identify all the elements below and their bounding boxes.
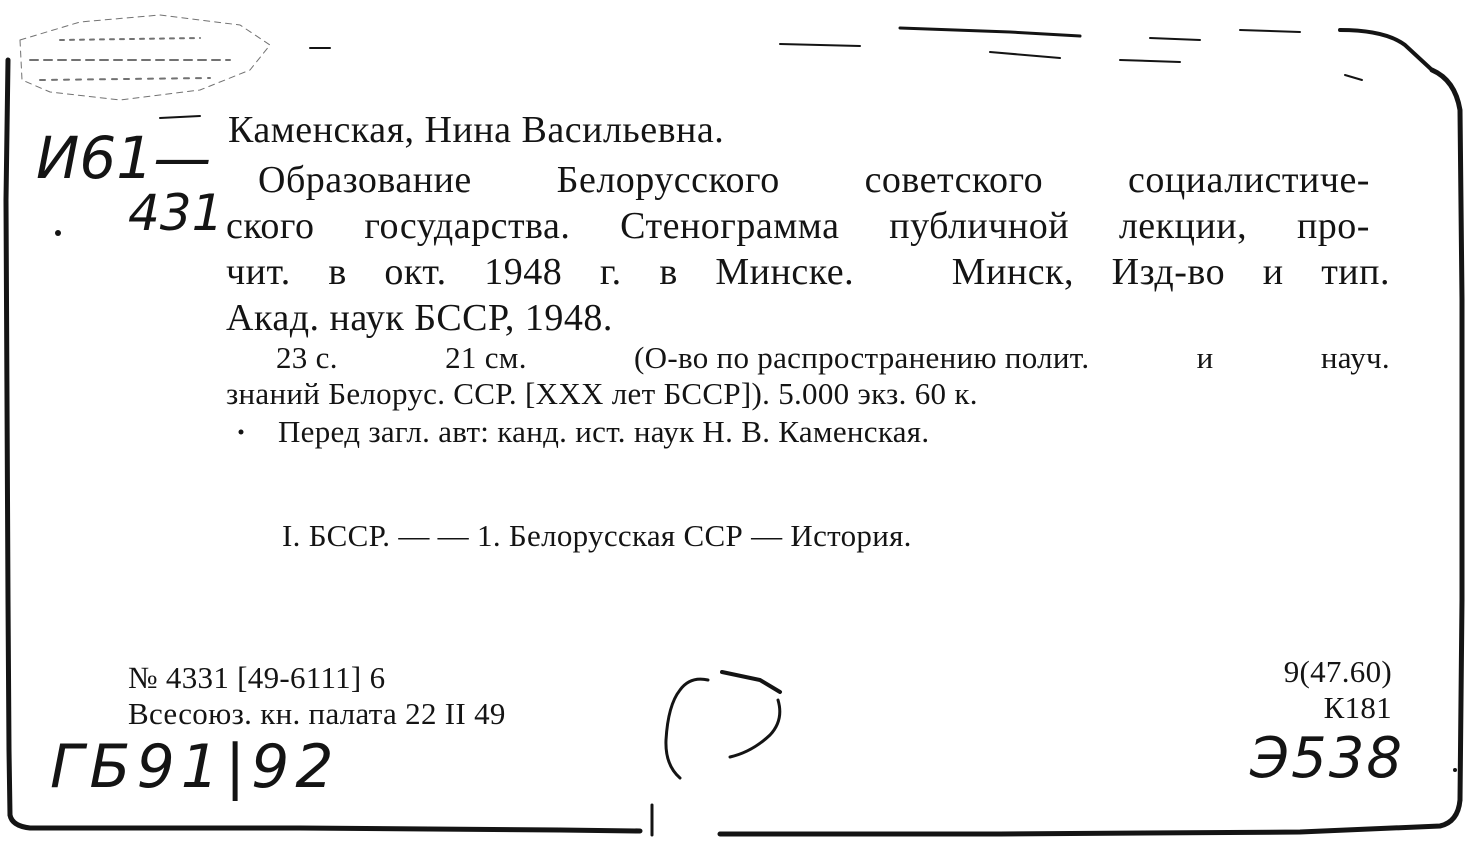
title-word: чит. (226, 251, 291, 293)
title-word: социалистиче- (1127, 159, 1370, 201)
title-word: Минск, (951, 251, 1075, 293)
title-line-3 (226, 250, 1390, 294)
collation-word: науч. (1320, 340, 1390, 375)
author-note: Перед загл. авт: канд. ист. наук Н. В. Каменская. (278, 414, 930, 449)
title-word: про- (1296, 205, 1370, 247)
author-heading: Каменская, Нина Васильевна. (228, 109, 725, 151)
title-word: советского (864, 159, 1044, 201)
title-word: Образование (258, 159, 472, 201)
title-word: Белорусского (556, 159, 780, 201)
title-word: Минске. (715, 251, 855, 293)
title-word: Изд-во (1111, 251, 1226, 293)
title-word: окт. (384, 251, 447, 293)
classification-index: 9(47.60) (1283, 654, 1392, 689)
title-line-2 (226, 204, 1370, 248)
title-line-4: Акад. наук БССР, 1948. (226, 297, 613, 339)
shelf-code: ГБ91|92 (50, 732, 340, 802)
collation-pages: 23 с. (276, 340, 338, 375)
collation-line-1 (276, 340, 1390, 376)
title-word: г. (599, 251, 622, 293)
title-word: лекции, (1118, 205, 1248, 247)
title-word: публичной (889, 205, 1070, 247)
title-word: 1948 (484, 251, 563, 293)
title-word: в (328, 251, 347, 293)
registry-number: № 4331 [49-6111] 6 (128, 660, 386, 695)
collation-word: и (1196, 340, 1214, 375)
title-word: ского (226, 205, 315, 247)
subject-headings: I. БССР. — — 1. Белорусская ССР — История. (282, 518, 912, 553)
inventory-number: Э538 (1250, 726, 1404, 791)
book-chamber: Всесоюз. кн. палата 22 II 49 (128, 696, 506, 731)
author-mark: К181 (1323, 690, 1392, 725)
title-word: и (1262, 251, 1284, 293)
title-word: тип. (1321, 251, 1390, 293)
collation-series: (О-во по распространению полит. (634, 340, 1090, 375)
collation-line-2: знаний Белорус. ССР. [XXX лет БССР]). 5.000 экз. 60 к. (226, 376, 978, 411)
call-number-top: И61— (36, 124, 212, 192)
collation-size: 21 см. (445, 340, 527, 375)
title-word: государства. (364, 205, 571, 247)
call-number-bottom: 431 (128, 184, 224, 242)
title-word: Стенограмма (620, 205, 840, 247)
title-word: в (659, 251, 678, 293)
title-line-1 (258, 158, 1370, 202)
